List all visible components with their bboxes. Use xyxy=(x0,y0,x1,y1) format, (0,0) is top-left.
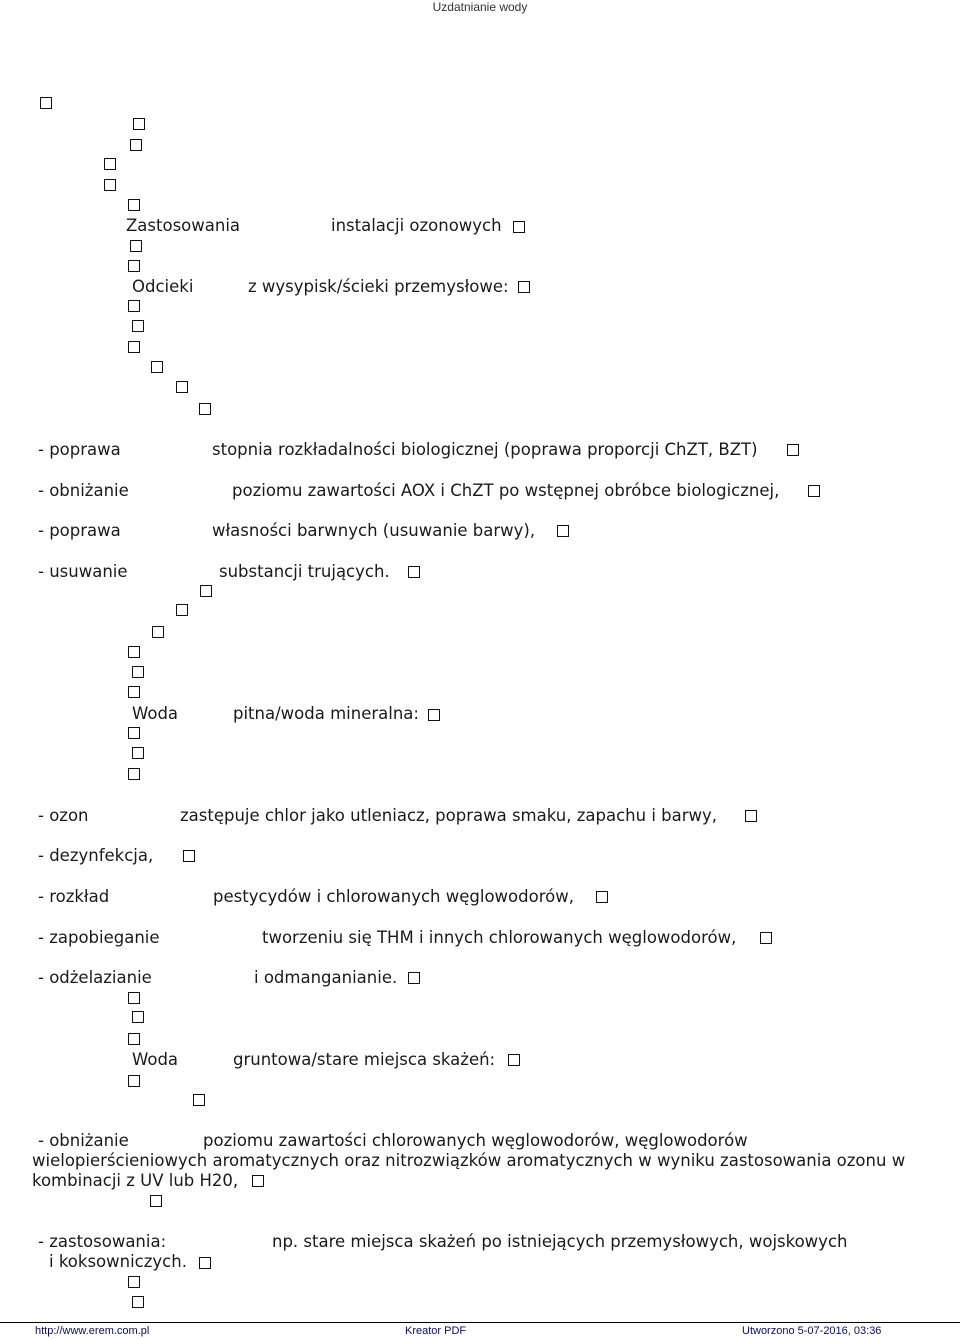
page-footer xyxy=(0,1322,960,1339)
list-item-text-continued: i koksowniczych. xyxy=(49,1252,187,1271)
box-icon xyxy=(200,585,212,597)
footer-creator: Kreator PDF xyxy=(405,1325,467,1337)
box-icon xyxy=(130,139,142,151)
page-header-title: Uzdatnianie wody xyxy=(432,0,528,14)
box-icon xyxy=(252,1175,264,1187)
box-icon xyxy=(132,320,144,332)
box-icon xyxy=(787,444,799,456)
box-icon xyxy=(128,260,140,272)
list-item-text: substancji trujących. xyxy=(219,562,390,581)
box-icon xyxy=(132,666,144,678)
box-icon xyxy=(128,768,140,780)
box-icon xyxy=(428,709,440,721)
box-icon xyxy=(808,485,820,497)
box-icon xyxy=(193,1094,205,1106)
box-icon xyxy=(132,1011,144,1023)
box-icon xyxy=(596,891,608,903)
box-icon xyxy=(151,361,163,373)
list-item-text: poziomu zawartości chlorowanych węglowodorów, węglowodorów xyxy=(203,1131,748,1150)
box-icon xyxy=(128,300,140,312)
box-icon xyxy=(150,1195,162,1207)
footer-url-link[interactable]: http://www.erem.com.pl xyxy=(35,1325,150,1337)
box-icon xyxy=(745,810,757,822)
list-item-text: tworzeniu się THM i innych chlorowanych węglowodorów, xyxy=(262,928,737,947)
list-item-label: - zastosowania: xyxy=(38,1232,167,1251)
list-item-text: zastępuje chlor jako utleniacz, poprawa smaku, zapachu i barwy, xyxy=(180,806,718,825)
box-icon xyxy=(128,646,140,658)
box-icon xyxy=(104,179,116,191)
list-item-label: - zapobieganie xyxy=(38,928,160,947)
box-icon xyxy=(199,1257,211,1269)
box-icon xyxy=(128,1033,140,1045)
list-item-text: i odmanganianie. xyxy=(254,968,398,987)
box-icon xyxy=(199,403,211,415)
section-heading-zastosowania-text: instalacji ozonowych xyxy=(331,216,502,235)
box-icon xyxy=(408,566,420,578)
box-icon xyxy=(176,381,188,393)
box-icon xyxy=(128,686,140,698)
box-icon xyxy=(128,199,140,211)
box-icon xyxy=(128,727,140,739)
list-item-label: - rozkład xyxy=(38,887,110,906)
section-heading-woda-pitna-text: pitna/woda mineralna: xyxy=(233,704,419,723)
box-icon xyxy=(557,525,569,537)
list-item-text: np. stare miejsca skażeń po istniejących przemysłowych, wojskowych xyxy=(272,1232,848,1251)
section-heading-woda-gruntowa-text: gruntowa/stare miejsca skażeń: xyxy=(233,1050,496,1069)
list-item-label: - ozon xyxy=(38,806,89,825)
box-icon xyxy=(128,341,140,353)
box-icon xyxy=(408,972,420,984)
section-heading-woda-gruntowa: Woda xyxy=(132,1050,179,1069)
list-item-text-continued: wielopierścieniowych aromatycznych oraz nitrozwiązków aromatycznych w wyniku zastosowania ozonu w xyxy=(32,1151,906,1170)
footer-created-date: Utworzono 5-07-2016, 03:36 xyxy=(742,1325,882,1337)
box-icon xyxy=(176,604,188,616)
box-icon xyxy=(40,97,52,109)
list-item-label: - odżelazianie xyxy=(38,968,152,987)
box-icon xyxy=(133,118,145,130)
section-heading-odcieki-text: z wysypisk/ścieki przemysłowe: xyxy=(248,277,509,296)
box-icon xyxy=(760,932,772,944)
list-item-text: pestycydów i chlorowanych węglowodorów, xyxy=(213,887,574,906)
section-heading-zastosowania: Zastosowania xyxy=(126,216,241,235)
box-icon xyxy=(104,158,116,170)
box-icon xyxy=(513,221,525,233)
section-heading-odcieki: Odcieki xyxy=(132,277,194,296)
list-item-label: - obniżanie xyxy=(38,481,129,500)
box-icon xyxy=(152,626,164,638)
box-icon xyxy=(128,1075,140,1087)
list-item-label: - poprawa xyxy=(38,521,121,540)
list-item-text-continued: kombinacji z UV lub H20, xyxy=(32,1171,239,1190)
list-item-label: - dezynfekcja, xyxy=(38,846,154,865)
list-item-label: - obniżanie xyxy=(38,1131,129,1150)
box-icon xyxy=(132,747,144,759)
box-icon xyxy=(518,281,530,293)
list-item-text: stopnia rozkładalności biologicznej (poprawa proporcji ChZT, BZT) xyxy=(212,440,758,459)
box-icon xyxy=(508,1054,520,1066)
list-item-label: - usuwanie xyxy=(38,562,128,581)
box-icon xyxy=(128,1276,140,1288)
box-icon xyxy=(128,992,140,1004)
list-item-text: poziomu zawartości AOX i ChZT po wstępnej obróbce biologicznej, xyxy=(232,481,780,500)
section-heading-woda-pitna: Woda xyxy=(132,704,179,723)
box-icon xyxy=(183,850,195,862)
list-item-text: własności barwnych (usuwanie barwy), xyxy=(212,521,536,540)
list-item-label: - poprawa xyxy=(38,440,121,459)
box-icon xyxy=(132,1296,144,1308)
box-icon xyxy=(130,240,142,252)
